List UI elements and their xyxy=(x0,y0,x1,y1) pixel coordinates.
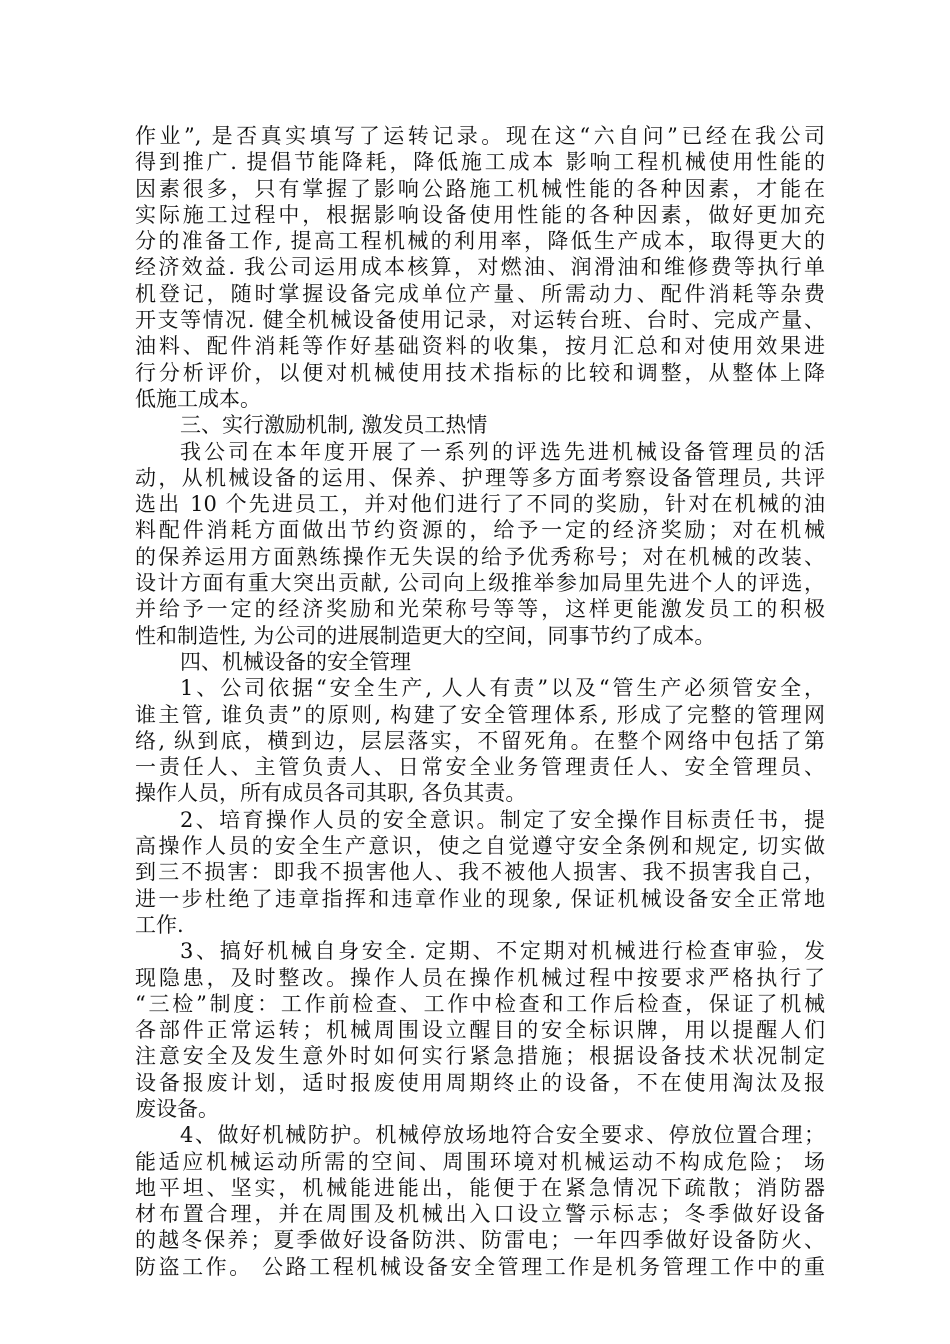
text-line: 到三不损害：即我不损害他人、我不被他人损害、我不损害我自己， xyxy=(135,860,825,885)
text-line: 3、搞好机械自身安全. 定期、不定期对机械进行检查审验，发 xyxy=(180,939,825,964)
text-line: 得到推广. 提倡节能降耗，降低施工成本 影响工程机械使用性能的 xyxy=(135,150,825,175)
text-line: 作业”, 是否真实填写了运转记录。现在这“六自问”已经在我公司 xyxy=(135,124,825,148)
text-line: 四、机械设备的安全管理 xyxy=(180,649,411,674)
text-line: 低施工成本。 xyxy=(135,386,261,411)
text-line: 料配件消耗方面做出节约资源的，给予一定的经济奖励；对在机械 xyxy=(135,518,825,543)
text-line: 一责任人、主管负责人、日常安全业务管理责任人、安全管理员、 xyxy=(135,755,825,780)
text-line: 我公司在本年度开展了一系列的评选先进机械设备管理员的活 xyxy=(180,439,825,464)
text-line: 实际施工过程中，根据影响设备使用性能的各种因素，做好更加充 xyxy=(135,202,825,227)
text-line: 高操作人员的安全生产意识，使之自觉遵守安全条例和规定, 切实做 xyxy=(135,834,825,859)
text-line: 能适应机械运动所需的空间、周围环境对机械运动不构成危险； 场 xyxy=(135,1149,825,1174)
text-line: 性和制造性, 为公司的进展制造更大的空间，同事节约了成本。 xyxy=(135,623,716,648)
text-line: 动，从机械设备的运用、保养、护理等多方面考察设备管理员, 共评 xyxy=(135,465,825,490)
text-line: 防盗工作。 公路工程机械设备安全管理工作是机务管理工作中的重 xyxy=(135,1254,825,1279)
text-line: 操作人员，所有成员各司其职, 各负其责。 xyxy=(135,781,527,806)
text-line: 设计方面有重大突出贡献, 公司向上级推举参加局里先进个人的评选， xyxy=(135,571,825,596)
text-line: 选出 10 个先进员工，并对他们进行了不同的奖励，针对在机械的油 xyxy=(135,492,825,517)
text-line: 谁主管, 谁负责”的原则, 构建了安全管理体系, 形成了完整的管理网 xyxy=(135,702,825,727)
text-line: 开支等情况. 健全机械设备使用记录，对运转台班、台时、完成产量、 xyxy=(135,308,825,333)
text-line: 设备报废计划，适时报废使用周期终止的设备，不在使用淘汰及报 xyxy=(135,1070,825,1095)
text-line: 三、实行激励机制, 激发员工热情 xyxy=(180,413,488,438)
text-line: 1、公司依据“安全生产, 人人有责”以及“管生产必须管安全， xyxy=(180,676,825,701)
text-line: 2、培育操作人员的安全意识。制定了安全操作目标责任书，提 xyxy=(180,807,825,832)
text-line: 油料、配件消耗等作好基础资料的收集，按月汇总和对使用效果进 xyxy=(135,334,825,359)
text-line: 地平坦、坚实，机械能进能出，能便于在紧急情况下疏散；消防器 xyxy=(135,1175,825,1200)
text-line: 各部件正常运转；机械周围设立醒目的安全标识牌，用以提醒人们 xyxy=(135,1018,825,1043)
text-line: 4、做好机械防护。机械停放场地符合安全要求、停放位置合理； xyxy=(180,1123,825,1148)
text-line: 材布置合理，并在周围及机械出入口设立警示标志；冬季做好设备 xyxy=(135,1202,825,1227)
text-line: 经济效益. 我公司运用成本核算，对燃油、润滑油和维修费等执行单 xyxy=(135,255,825,280)
text-line: 废设备。 xyxy=(135,1096,219,1121)
text-line: 因素很多，只有掌握了影响公路施工机械性能的各种因素，才能在 xyxy=(135,176,825,201)
text-line: 分的准备工作, 提高工程机械的利用率，降低生产成本，取得更大的 xyxy=(135,229,825,254)
text-line: 络, 纵到底，横到边，层层落实，不留死角。在整个网络中包括了第 xyxy=(135,728,825,753)
text-line: 机登记，随时掌握设备完成单位产量、所需动力、配件消耗等杂费 xyxy=(135,281,825,306)
text-line: 并给予一定的经济奖励和光荣称号等等，这样更能激发员工的积极 xyxy=(135,597,825,622)
text-line: 的越冬保养；夏季做好设备防洪、防雷电；一年四季做好设备防火、 xyxy=(135,1228,825,1253)
text-line: 的保养运用方面熟练操作无失误的给予优秀称号；对在机械的改装、 xyxy=(135,544,825,569)
text-line: “三检”制度：工作前检查、工作中检查和工作后检查，保证了机械 xyxy=(135,991,825,1016)
text-line: 工作. xyxy=(135,912,184,937)
text-line: 进一步杜绝了违章指挥和违章作业的现象, 保证机械设备安全正常地 xyxy=(135,886,825,911)
text-line: 注意安全及发生意外时如何实行紧急措施；根据设备技术状况制定 xyxy=(135,1044,825,1069)
text-line: 现隐患，及时整改。操作人员在操作机械过程中按要求严格执行了 xyxy=(135,965,825,990)
text-line: 行分析评价，以便对机械使用技术指标的比较和调整，从整体上降 xyxy=(135,360,825,385)
document-body-text xyxy=(135,123,825,1280)
